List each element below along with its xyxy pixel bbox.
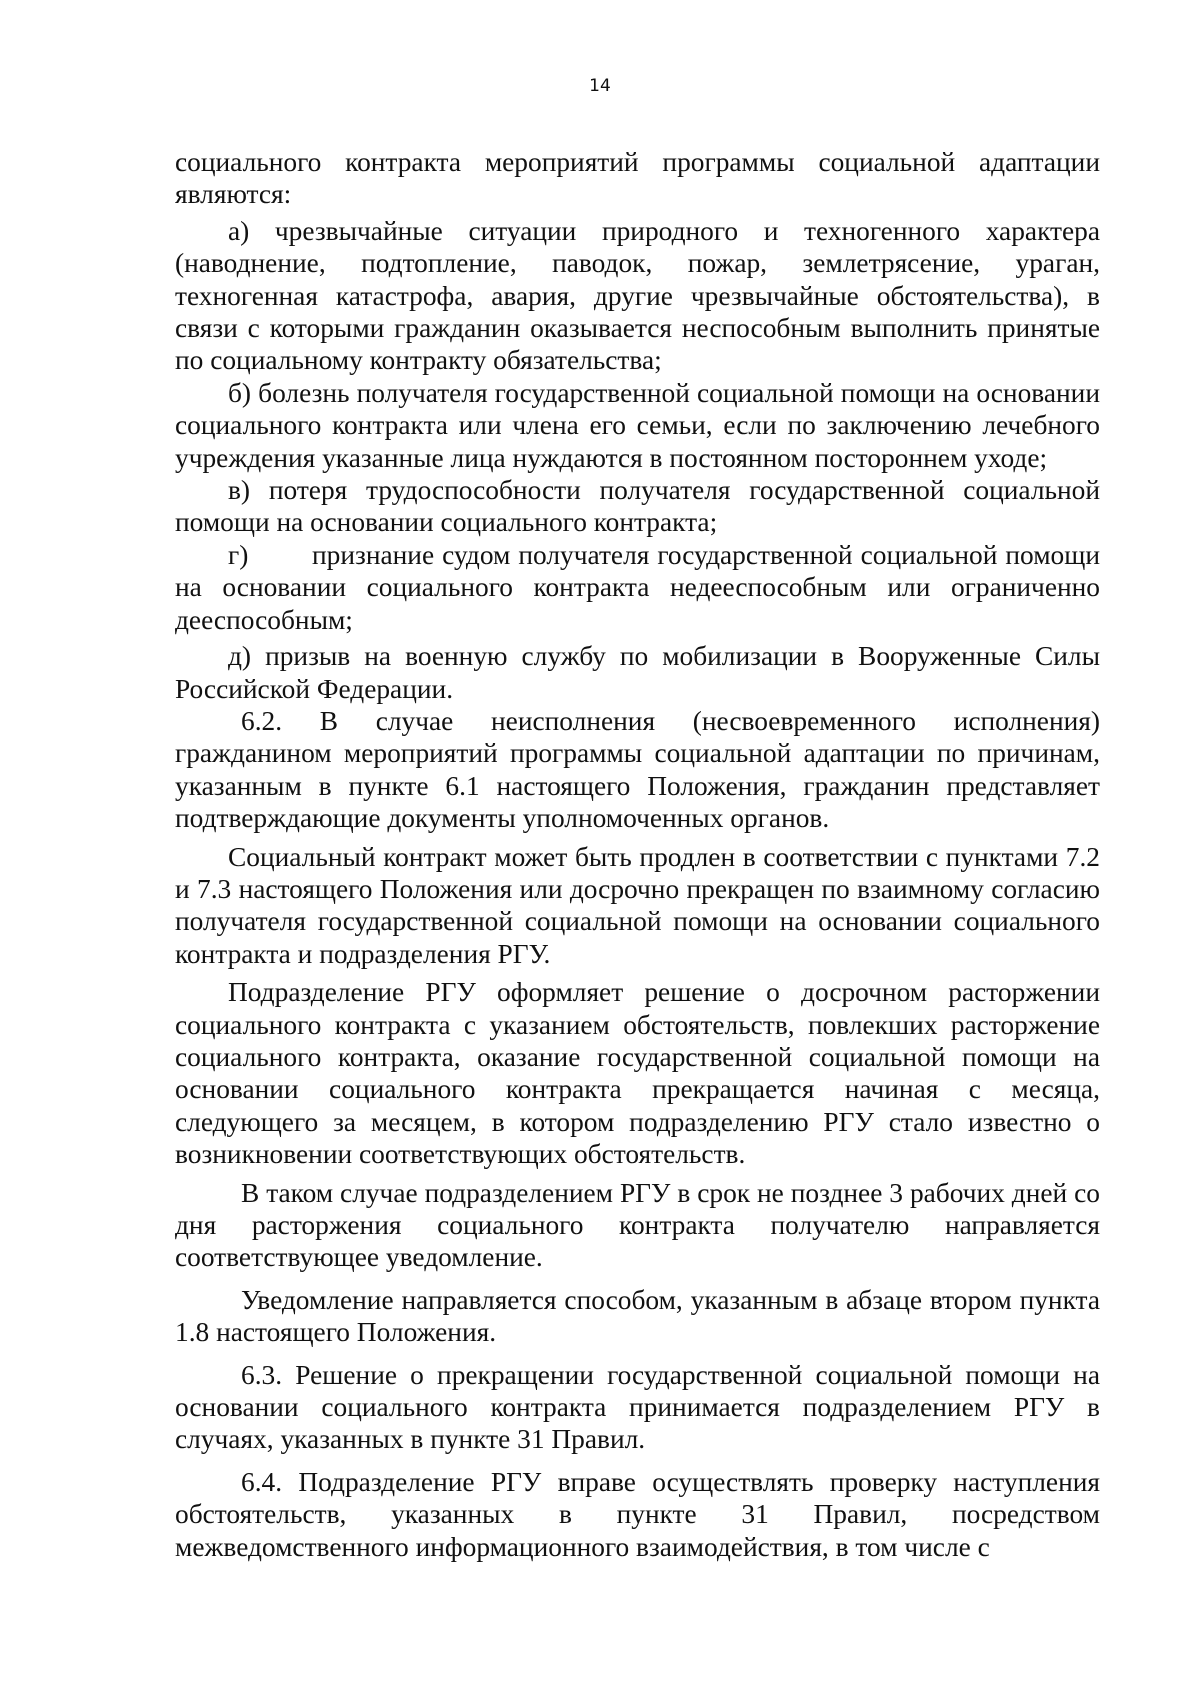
list-item-b: б) болезнь получателя государственной социальной помощи на основании социального контракта или члена его семьи, если по заключению лечебного учреждения указанные лица нуждаются в постоянном постороннем уходе; xyxy=(175,377,1100,473)
list-item-d: д) призыв на военную службу по мобилизации в Вооруженные Силы Российской Федерации. xyxy=(175,641,1100,704)
paragraph-contract-extension: Социальный контракт может быть продлен в соответствии с пунктами 7.2 и 7.3 настоящего Положения или досрочно прекращен по взаимному согласию получателя государственной социальной помощи на основании социального контракта и подразделения РГУ. xyxy=(175,841,1100,969)
page-number: 14 xyxy=(589,76,611,96)
paragraph-notification-method: Уведомление направляется способом, указанным в абзаце втором пункта 1.8 настоящего Положения. xyxy=(175,1284,1100,1348)
paragraph-6-2: 6.2. В случае неисполнения (несвоевременного исполнения) гражданином мероприятий программы социальной адаптации по причинам, указанным в пункте 6.1 настоящего Положения, гражданин представляет подтверждающие документы уполномоченных органов. xyxy=(175,705,1100,834)
paragraph-early-termination: Подразделение РГУ оформляет решение о досрочном расторжении социального контракта с указанием обстоятельств, повлекших расторжение социального контракта, оказание государственной социальной помощи на основании социального контракта прекращается начиная с месяца, следующего за месяцем, в котором подразделению РГУ стало известно о возникновении соответствующих обстоятельств. xyxy=(175,977,1100,1170)
list-item-g-text: признание судом получателя государственной социальной помощи на основании социального контракта недееспособным или ограниченно дееспособным; xyxy=(175,539,1100,635)
list-item-g xyxy=(175,539,1100,636)
document-body xyxy=(175,146,1100,1563)
paragraph-6-4: 6.4. Подразделение РГУ вправе осуществлять проверку наступления обстоятельств, указанных в пункте 31 Правил, посредством межведомственного информационного взаимодействия, в том числе с xyxy=(175,1466,1100,1562)
paragraph-notification-deadline: В таком случае подразделением РГУ в срок не позднее 3 рабочих дней со дня расторжения социального контракта получателю направляется соответствующее уведомление. xyxy=(175,1177,1100,1273)
list-item-a: а) чрезвычайные ситуации природного и техногенного характера (наводнение, подтопление, паводок, пожар, землетрясение, ураган, техногенная катастрофа, авария, другие чрезвычайные обстоятельства), в связи с которыми гражданин оказывается неспособным выполнить принятые по социальному контракту обязательства; xyxy=(175,215,1100,376)
paragraph-continuation: социального контракта мероприятий программы социальной адаптации являются: xyxy=(175,147,1100,210)
list-item-g-marker: г) xyxy=(228,539,249,570)
paragraph-6-3: 6.3. Решение о прекращении государственной социальной помощи на основании социального контракта принимается подразделением РГУ в случаях, указанных в пункте 31 Правил. xyxy=(175,1359,1100,1455)
list-item-v: в) потеря трудоспособности получателя государственной социальной помощи на основании социального контракта; xyxy=(175,475,1100,538)
